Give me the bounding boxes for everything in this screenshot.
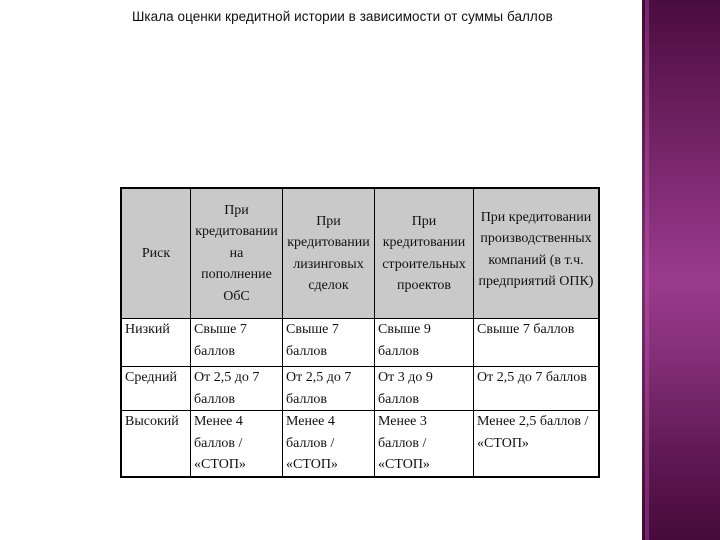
cell-leasing: Свыше 7 баллов (283, 319, 375, 367)
cell-production: Свыше 7 баллов (474, 319, 600, 367)
cell-production: Менее 2,5 баллов / «СТОП» (474, 411, 600, 477)
cell-risk: Средний (121, 367, 191, 411)
cell-production: От 2,5 до 7 баллов (474, 367, 600, 411)
credit-score-table (120, 187, 600, 478)
cell-risk: Низкий (121, 319, 191, 367)
slide-title: Шкала оценки кредитной истории в зависимости от суммы баллов (132, 9, 553, 24)
table-row-high-risk (121, 411, 599, 477)
header-construction-label: При кредитовании строительных проектов (382, 213, 466, 293)
header-risk-label: Риск (141, 245, 171, 261)
cell-leasing: От 2,5 до 7 баллов (283, 367, 375, 411)
cell-risk: Высокий (121, 411, 191, 477)
cell-leasing: Менее 4 баллов / «СТОП» (283, 411, 375, 477)
header-leasing-label: При кредитовании лизинговых сделок (287, 213, 370, 293)
header-risk (121, 188, 191, 319)
table-row-medium-risk (121, 367, 599, 411)
cell-obs: От 2,5 до 7 баллов (191, 367, 283, 411)
header-production (474, 188, 600, 319)
cell-obs: Менее 4 баллов / «СТОП» (191, 411, 283, 477)
cell-obs: Свыше 7 баллов (191, 319, 283, 367)
cell-construction: Менее 3 баллов / «СТОП» (375, 411, 474, 477)
header-construction (375, 188, 474, 319)
header-leasing (283, 188, 375, 319)
cell-construction: Свыше 9 баллов (375, 319, 474, 367)
header-obs (191, 188, 283, 319)
decorative-side-bar (642, 0, 720, 540)
cell-construction: От 3 до 9 баллов (375, 367, 474, 411)
header-obs-label: При кредитовании на пополнение ОбС (195, 202, 278, 304)
table-header-row (121, 188, 599, 319)
table-row-low-risk (121, 319, 599, 367)
header-production-label: При кредитовании производственных компаний (в т.ч. предприятий ОПК) (478, 209, 594, 289)
